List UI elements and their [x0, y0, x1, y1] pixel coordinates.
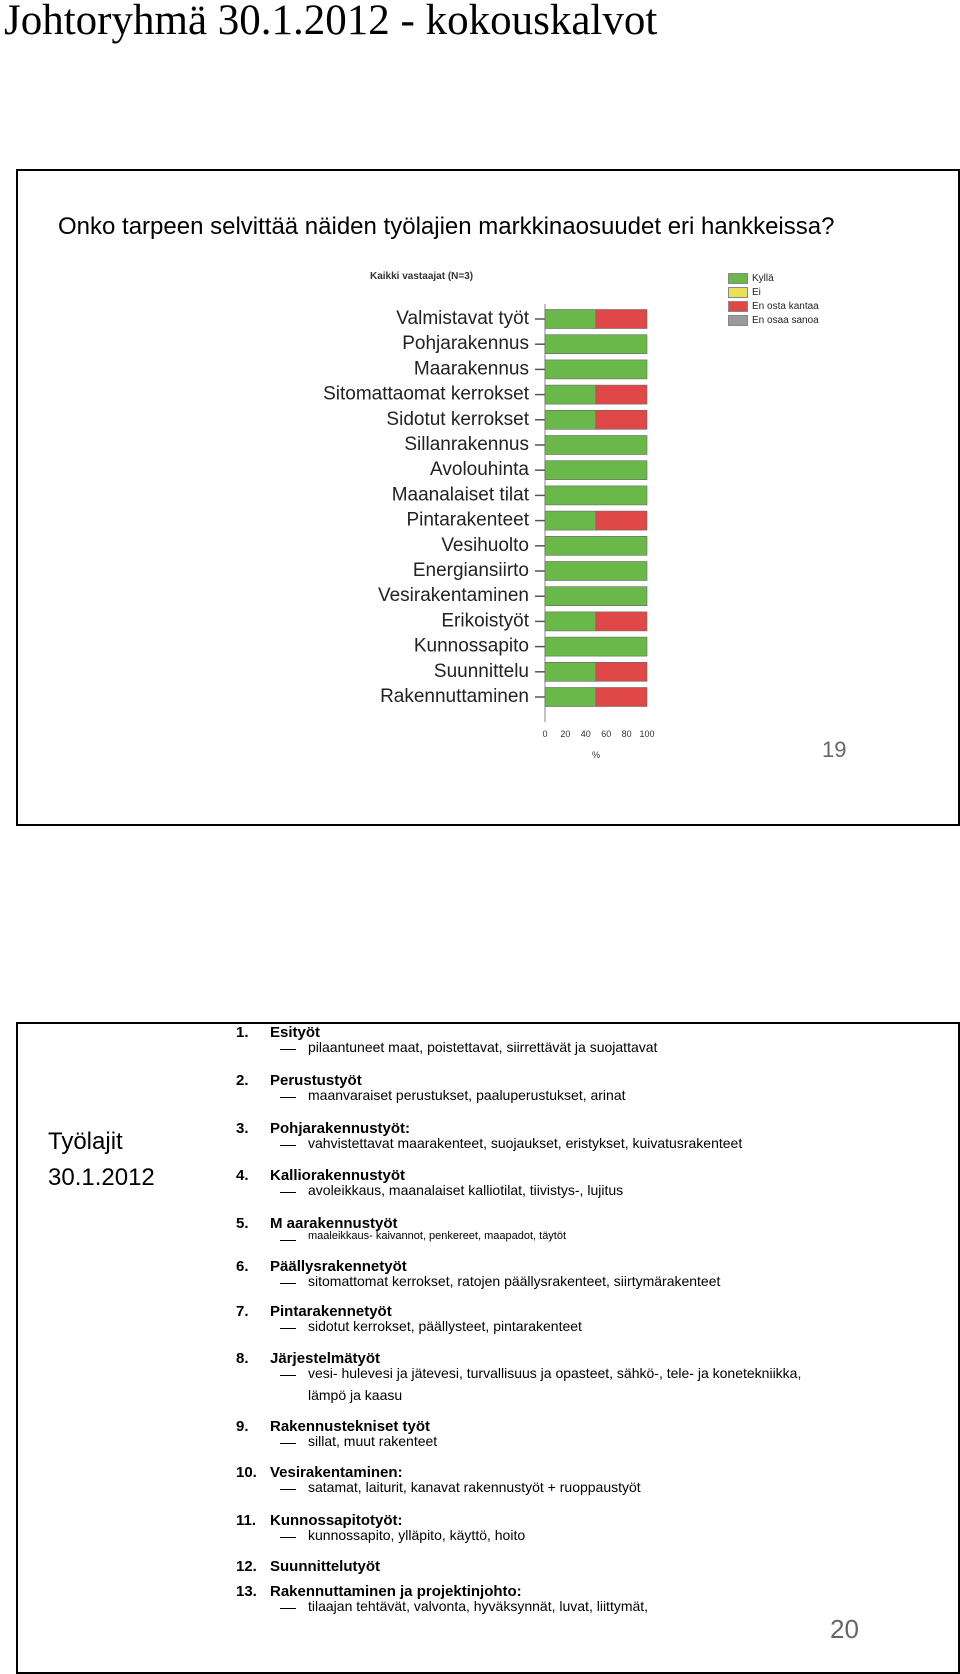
bullet-dash: [280, 1375, 296, 1376]
bar-chart: [18, 171, 960, 828]
bar-segment: [596, 662, 647, 681]
work-type-name: Rakennuttaminen ja projektinjohto:: [270, 1583, 522, 1600]
category-label: Sidotut kerrokset: [386, 408, 529, 430]
category-label: Suunnittelu: [433, 660, 529, 682]
page-number: 19: [822, 737, 847, 762]
work-type-number: 1.: [236, 1024, 249, 1041]
slide-20: [16, 1022, 960, 1674]
work-type-name: Perustustyöt: [270, 1072, 362, 1089]
bar-segment: [545, 310, 596, 329]
slide-title-line1: Työlajit: [48, 1128, 123, 1155]
work-type-number: 13.: [236, 1583, 257, 1600]
bar-segment: [596, 688, 647, 707]
bar-segment: [596, 410, 647, 429]
work-type-description: sidotut kerrokset, päällysteet, pintarakenteet: [308, 1318, 582, 1334]
slide-title: [48, 1124, 155, 1196]
chart-title: Kaikki vastaajat (N=3): [370, 271, 474, 282]
bullet-dash: [280, 1240, 296, 1241]
work-type-name: Esityöt: [270, 1024, 321, 1041]
work-type-number: 7.: [236, 1303, 249, 1320]
work-type-number: 12.: [236, 1558, 257, 1575]
work-type-number: 9.: [236, 1418, 249, 1435]
slide-question: Onko tarpeen selvittää näiden työlajien markkinaosuudet eri hankkeissa?: [58, 213, 835, 240]
work-type-name: Järjestelmätyöt: [270, 1350, 381, 1367]
bar-segment: [545, 587, 647, 606]
work-type-number: 3.: [236, 1120, 249, 1137]
work-type-description: vesi- hulevesi ja jätevesi, turvallisuus ja opasteet, sähkö-, tele- ja konetekniikka,: [308, 1365, 802, 1381]
work-type-name: Pohjarakennustyöt:: [270, 1120, 411, 1137]
work-type-description: sitomattomat kerrokset, ratojen päällysrakenteet, siirtymärakenteet: [308, 1273, 721, 1289]
bar-segment: [545, 511, 596, 530]
legend-label: Ei: [752, 287, 761, 299]
category-label: Energiansiirto: [412, 560, 529, 581]
x-axis-label: %: [591, 750, 601, 761]
bar-segment: [545, 436, 647, 455]
slide-19: [16, 169, 960, 826]
work-type-name: Kunnossapitotyöt:: [270, 1512, 403, 1529]
category-label: Kunnossapito: [413, 635, 529, 657]
work-type-name: Pintarakennetyöt: [270, 1303, 392, 1320]
category-label: Maarakennus: [413, 358, 529, 380]
work-type-number: 4.: [236, 1167, 249, 1184]
legend-entry: [728, 315, 819, 326]
category-label: Erikoistyöt: [441, 610, 529, 632]
bar-segment: [596, 612, 647, 631]
bullet-dash: [280, 1489, 296, 1490]
work-type-description: vahvistettavat maarakenteet, suojaukset, eristykset, kuivatusrakenteet: [308, 1135, 743, 1151]
category-label: Pintarakenteet: [406, 509, 529, 531]
work-type-name: Rakennustekniset työt: [270, 1418, 431, 1435]
bar-segment: [545, 335, 647, 354]
work-type-name: Päällysrakennetyöt: [270, 1258, 407, 1275]
x-tick-label: 0: [542, 729, 548, 740]
category-label: Valmistavat työt: [396, 308, 529, 329]
legend-entry: [728, 273, 774, 284]
bullet-dash: [280, 1097, 296, 1098]
work-type-number: 2.: [236, 1072, 249, 1089]
bar-segment: [596, 385, 647, 404]
legend-swatch: [728, 315, 748, 326]
bar-segment: [545, 385, 596, 404]
bullet-dash: [280, 1443, 296, 1444]
legend-entry: [728, 301, 819, 312]
bar-segment: [545, 410, 596, 429]
x-tick-label: 80: [621, 729, 632, 740]
legend-entry: [728, 287, 761, 298]
category-label: Pohjarakennus: [402, 333, 529, 355]
bar-segment: [596, 511, 647, 530]
bar-segment: [545, 360, 647, 379]
category-label: Avolouhinta: [430, 459, 529, 481]
bullet-dash: [280, 1049, 296, 1050]
work-type-description: kunnossapito, ylläpito, käyttö, hoito: [308, 1527, 526, 1543]
page-number: 20: [830, 1614, 859, 1644]
slide-title-line2: 30.1.2012: [48, 1164, 155, 1191]
legend-swatch: [728, 301, 748, 312]
work-type-number: 6.: [236, 1258, 249, 1275]
bar-segment: [545, 612, 596, 631]
work-type-name: Vesirakentaminen:: [270, 1464, 403, 1481]
bar-segment: [545, 562, 647, 581]
work-type-description-cont: lämpö ja kaasu: [308, 1387, 403, 1403]
bar-segment: [545, 536, 647, 555]
work-type-description: avoleikkaus, maanalaiset kalliotilat, tiivistys-, lujitus: [308, 1182, 624, 1198]
work-type-description: tilaajan tehtävät, valvonta, hyväksynnät, luvat, liittymät,: [308, 1598, 649, 1614]
bullet-dash: [280, 1283, 296, 1284]
work-type-description: satamat, laiturit, kanavat rakennustyöt + ruoppaustyöt: [308, 1479, 641, 1495]
category-label: Vesihuolto: [441, 534, 529, 556]
legend-label: Kyllä: [752, 273, 774, 285]
category-label: Rakennuttaminen: [380, 686, 529, 707]
work-type-name: Kalliorakennustyöt: [270, 1167, 406, 1184]
work-type-number: 11.: [236, 1512, 257, 1529]
bar-segment: [545, 461, 647, 480]
work-type-number: 10.: [236, 1464, 257, 1481]
legend-swatch: [728, 273, 748, 284]
x-tick-label: 60: [601, 729, 612, 740]
bullet-dash: [280, 1145, 296, 1146]
bar-segment: [545, 637, 647, 656]
work-type-description: pilaantuneet maat, poistettavat, siirrettävät ja suojattavat: [308, 1039, 658, 1055]
work-type-name: M aarakennustyöt: [270, 1215, 398, 1232]
work-type-number: 8.: [236, 1350, 249, 1367]
category-label: Sillanrakennus: [404, 434, 529, 455]
work-type-description: maanvaraiset perustukset, paaluperustukset, arinat: [308, 1087, 626, 1103]
work-type-title: [236, 1558, 380, 1575]
legend-label: En osaa sanoa: [752, 315, 819, 327]
x-tick-label: 100: [639, 729, 655, 740]
bar-segment: [545, 662, 596, 681]
work-type-description: sillat, muut rakenteet: [308, 1433, 438, 1449]
work-type-name: Suunnittelutyöt: [270, 1558, 380, 1575]
legend-swatch: [728, 287, 748, 298]
bullet-dash: [280, 1192, 296, 1193]
category-label: Vesirakentaminen: [377, 585, 529, 607]
bullet-dash: [280, 1537, 296, 1538]
work-type-description: maaleikkaus- kaivannot, penkereet, maapadot, täytöt: [308, 1230, 567, 1242]
x-tick-label: 40: [580, 729, 591, 740]
bar-segment: [596, 310, 647, 329]
bar-segment: [545, 688, 596, 707]
bullet-dash: [280, 1608, 296, 1609]
category-label: Maanalaiset tilat: [391, 484, 529, 506]
document-title: Johtoryhmä 30.1.2012 - kokouskalvot: [4, 0, 658, 44]
bullet-dash: [280, 1328, 296, 1329]
x-tick-label: 20: [560, 729, 571, 740]
category-label: Sitomattaomat kerrokset: [323, 383, 529, 405]
work-type-number: 5.: [236, 1215, 249, 1232]
bar-segment: [545, 486, 647, 505]
legend-label: En osta kantaa: [752, 301, 819, 313]
